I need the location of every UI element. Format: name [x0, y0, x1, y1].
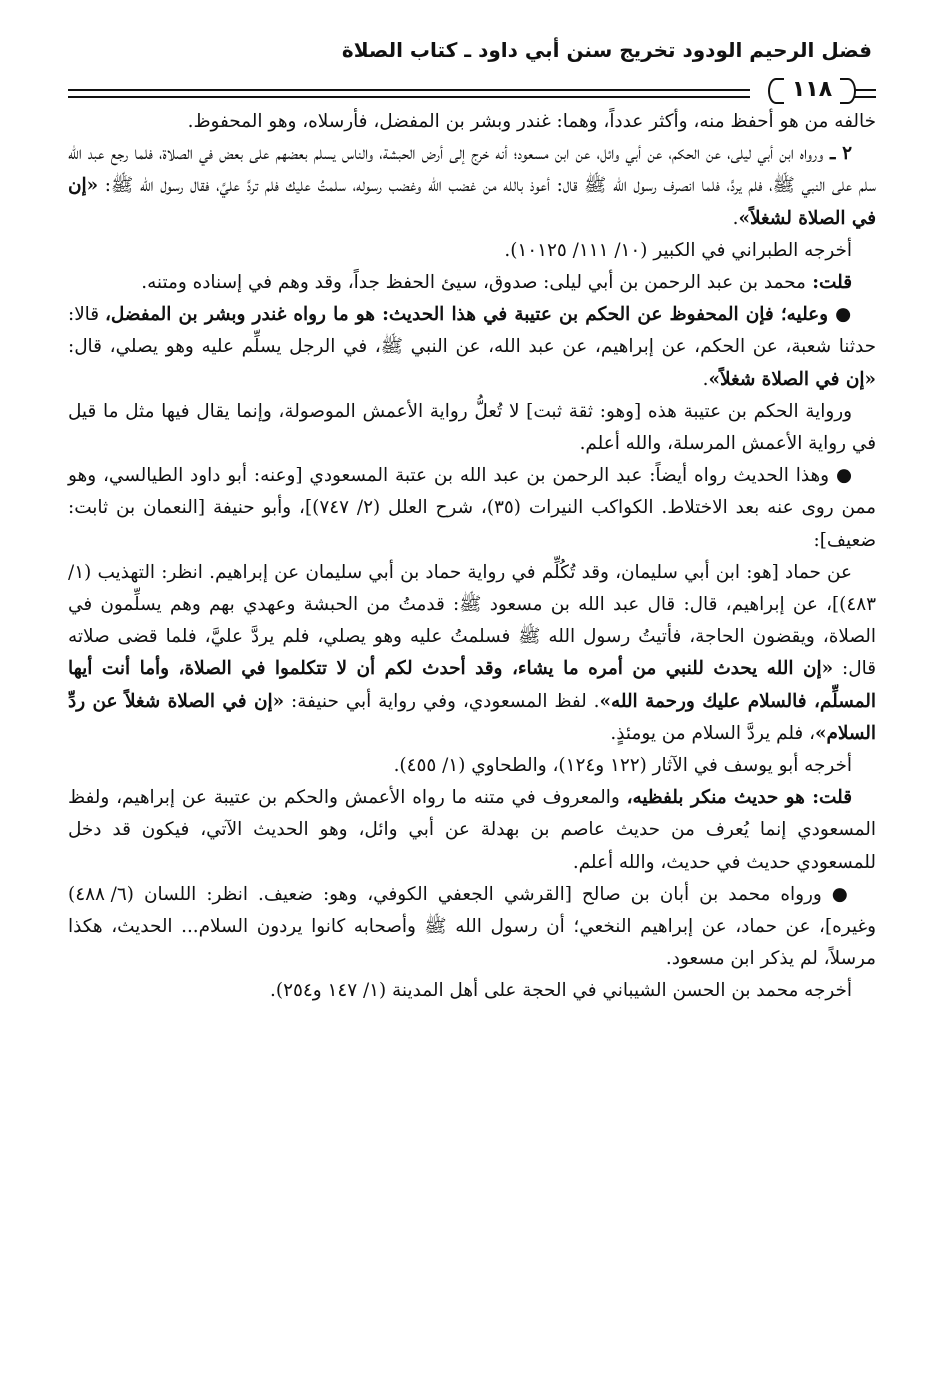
paragraph: [68, 975, 876, 1007]
paragraph: [68, 750, 876, 782]
text-run: قالا: حدثنا شعبة، عن الحكم، عن إبراهيم، عن عبد الله، عن النبي ﷺ، في الرجل يسلِّم عليه وهو يصلي، قال:: [68, 304, 876, 358]
text-run: أخرجه محمد بن الحسن الشيباني في الحجة على أهل المدينة (١/ ١٤٧ و٢٥٤).: [270, 980, 852, 1002]
paragraph: [68, 460, 876, 557]
paragraph: [68, 106, 876, 138]
text-run: أخرجه أبو يوسف في الآثار (١٢٢ و١٢٤)، والطحاوي (١/ ٤٥٥).: [393, 755, 852, 777]
bold-text: قلت: هو حديث منكر بلفظيه،: [626, 787, 852, 809]
header-rule-left: [68, 89, 750, 98]
bold-text: ● وعليه؛ فإن المحفوظ عن الحكم بن عتيبة في هذا الحديث: هو ما رواه غندر وبشر بن المفضل،: [104, 304, 852, 326]
bold-text: «إن في الصلاة لشغلاً»: [68, 175, 876, 229]
text-run: ورواه ابن أبي ليلى، عن الحكم، عن أبي وائل، عن ابن مسعود؛ أنه خرج إلى أرض الحبشة، والناس يسلم بعضهم على بعض في الصلاة، فلما رجع عبد الله سلم على النبي ﷺ، فلم يردَّ، فلما انصرف رسول الله ﷺ قال: أعوذ بالله من غضب الله وغضب رسوله، سلمتُ عليك فلم تردَّ عليَّ، فقال رسول الله ﷺ:: [68, 143, 876, 197]
text-run: ● ورواه محمد بن أبان بن صالح [القرشي الجعفي الكوفي، وهو: ضعيف. انظر: اللسان (٦/ ٤٨٨) وغيره]، عن حماد، عن إبراهيم النخعي؛ أن رسول الله ﷺ وأصحابه كانوا يردون السلام... الحديث، هكذا مرسلاً، لم يذكر ابن مسعود.: [68, 883, 876, 970]
text-run: ● وهذا الحديث رواه أيضاً: عبد الرحمن بن عبد الله بن عتبة المسعودي [وعنه: أبو داود الطيالسي، وهو ممن روى عنه بعد الاختلاط. الكواكب النيرات (٣٥)، شرح العلل (٢/ ٧٤٧)]، وأبو حنيفة [النعمان بن ثابت: ضعيف]:: [68, 465, 876, 551]
paragraph: [68, 138, 876, 235]
text-run: خالفه من هو أحفظ منه، وأكثر عدداً، وهما: غندر وبشر بن المفضل، فأرسلاه، وهو المحفوظ.: [187, 111, 876, 132]
header-rule: [68, 77, 876, 104]
text-run: .: [732, 207, 739, 229]
paragraph: [68, 879, 876, 976]
text-run: ، فلم يردَّ السلام من يومئذٍ.: [610, 722, 816, 744]
book-page: [68, 30, 876, 1008]
text-run: .: [702, 368, 709, 390]
running-title: فضل الرحيم الودود تخريج سنن أبي داود ـ كتاب الصلاة: [341, 38, 872, 62]
body-text: [68, 106, 876, 1008]
page-number: ١١٨: [780, 76, 844, 104]
paragraph: [68, 299, 876, 396]
paragraph: [68, 782, 876, 879]
paragraph: [68, 396, 876, 460]
text-run: ورواية الحكم بن عتيبة هذه [وهو: ثقة ثبت] لا تُعلُّ رواية الأعمش الموصولة، وإنما يقال فيها مثل ما قيل في رواية الأعمش المرسلة، والله أعلم.: [68, 400, 876, 455]
text-run: عن حماد [هو: ابن أبي سليمان، وقد تُكُلِّم في رواية حماد بن أبي سليمان عن إبراهيم. انظر: التهذيب (١/ ٤٨٣)]، عن إبراهيم، قال: قال عبد الله بن مسعود ﷺ: قدمتُ من الحبشة وعهدي بهم وهم يسلِّمون في الصلاة، ويقضون الحاجة، فأتيتُ رسول الله ﷺ فسلمتُ عليه وهو يصلي، فلم يردَّ عليَّ، فلما قضى صلاته قال:: [68, 561, 876, 680]
text-run: أخرجه الطبراني في الكبير (١٠/ ١١١/ ١٠١٢٥).: [504, 239, 852, 261]
bold-text: «إن في الصلاة شغلاً عن ردِّ السلام»: [68, 690, 876, 744]
page-header: [68, 30, 876, 106]
bold-text: ٢ ـ: [823, 143, 852, 165]
text-run: . لفظ المسعودي، وفي رواية أبي حنيفة:: [284, 690, 600, 712]
paragraph: [68, 557, 876, 750]
bold-text: قلت:: [805, 272, 852, 294]
bold-text: «إن في الصلاة شغلاً»: [708, 368, 876, 390]
paragraph: [68, 235, 876, 267]
text-run: محمد بن عبد الرحمن بن أبي ليلى: صدوق، سيئ الحفظ جداً، وقد وهم في إسناده ومتنه.: [141, 272, 806, 294]
bold-text: «إن الله يحدث للنبي من أمره ما يشاء، وقد أحدث لكم أن لا تتكلموا في الصلاة، وأما أنت أيها المسلِّم، فالسلام عليك ورحمة الله»: [68, 658, 876, 712]
header-rule-right: [854, 89, 876, 98]
text-run: والمعروف في متنه ما رواه الأعمش والحكم بن عتيبة عن إبراهيم، ولفظ المسعودي إنما يُعرف من حديث عاصم بن بهدلة عن أبي وائل، وهو الحديث الآتي، فيكون قد دخل للمسعودي حديث في حديث، والله أعلم.: [68, 787, 876, 873]
paragraph: [68, 267, 876, 299]
